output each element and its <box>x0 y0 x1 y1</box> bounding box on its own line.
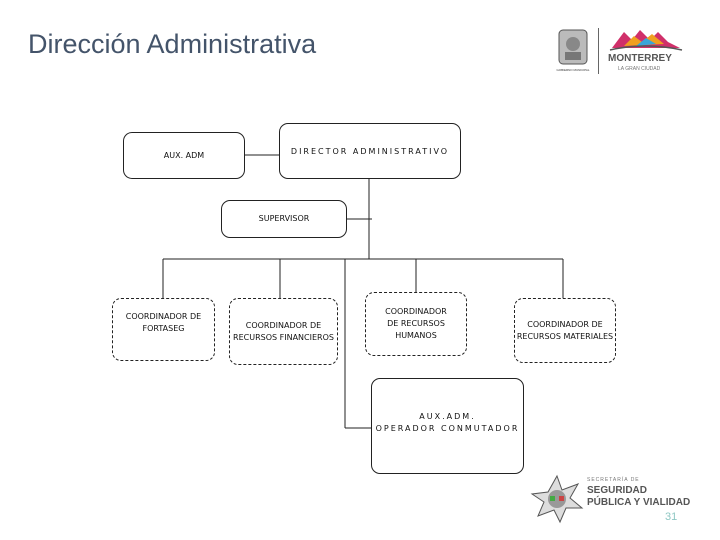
coordinador-materiales-box[interactable] <box>514 298 616 363</box>
supervisor-label: SUPERVISOR <box>258 214 310 223</box>
secretaria-line1: SEGURIDAD <box>587 485 648 496</box>
page-title: Dirección Administrativa <box>28 29 317 59</box>
coordinador-financieros-box[interactable] <box>229 298 338 365</box>
director-box[interactable] <box>279 123 461 179</box>
monterrey-wordmark: MONTERREY <box>608 53 672 64</box>
materiales-label: COORDINADOR DE RECURSOS MATERIALES <box>516 319 614 341</box>
secretaria-line2: PÚBLICA Y VIALIDAD <box>587 497 691 508</box>
supervisor-box[interactable] <box>221 200 347 238</box>
financieros-label: COORDINADOR DE RECURSOS FINANCIEROS <box>233 320 334 342</box>
operador-line1: AUX.ADM. <box>419 412 476 421</box>
coordinador-fortaseg-box[interactable] <box>112 298 215 361</box>
page-number: 31 <box>665 511 678 523</box>
operador-conmutador-box[interactable] <box>371 378 524 474</box>
aux-adm-label: AUX. ADM <box>163 150 205 160</box>
operador-line2: OPERADOR CONMUTADOR <box>375 424 520 433</box>
secretaria-prefix: SECRETARÍA DE <box>587 477 640 483</box>
municipal-label: GOBIERNO MUNICIPAL <box>556 68 590 72</box>
coordinador-humanos-box[interactable] <box>365 292 467 356</box>
director-label: DIRECTOR ADMINISTRATIVO <box>290 147 450 156</box>
police-star-logo <box>530 474 584 524</box>
humanos-label: COORDINADOR DE RECURSOS HUMANOS <box>385 307 447 340</box>
monterrey-tagline: LA GRAN CIUDAD <box>618 66 661 72</box>
fortaseg-label: COORDINADOR DE FORTASEG <box>125 312 202 333</box>
aux-adm-box[interactable] <box>123 132 245 179</box>
